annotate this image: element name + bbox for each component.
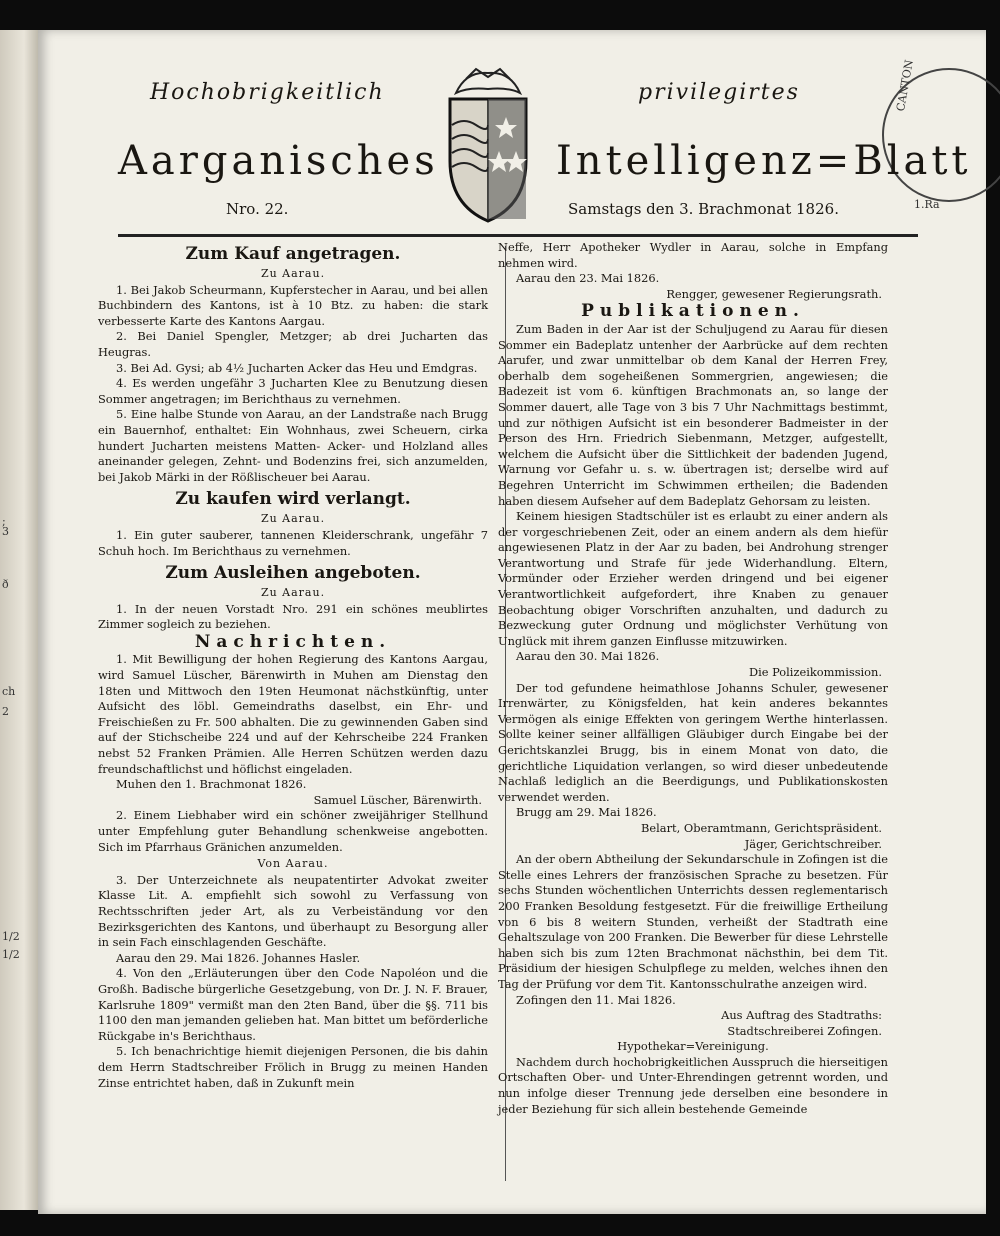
left-column [98, 240, 488, 1091]
notice-paragraph: 2. Einem Liebhaber wird ein schöner zweijähriger Stellhund unter Empfehlung guter Behandlung schenkweise angebotten. Sich im Pfarrhaus Gränichen anzumelden. [98, 808, 488, 854]
notice-paragraph: 1. In der neuen Vorstadt Nro. 291 ein schönes meublirtes Zimmer sogleich zu beziehen. [98, 601, 488, 632]
masthead-left-title: Aarganisches [118, 138, 439, 184]
notice-dateline: Aarau den 29. Mai 1826. Johannes Hasler. [116, 950, 361, 965]
section-heading: Publikationen. [581, 301, 805, 322]
notice-dateline: Aarau den 30. Mai 1826. [516, 649, 660, 664]
subheading: Von Aarau. [257, 857, 329, 871]
margin-fragment: 2 [2, 705, 9, 718]
margin-fragment: ð [2, 578, 9, 591]
notice-paragraph: 5. Ich benachrichtige hiemit diejenigen Personen, die bis dahin dem Herrn Stadtschreiber Frölich in Brugg zu meinen Handen Zinse entrichtet haben, daß in Zukunft mein [98, 1044, 488, 1090]
subheading: Zu Aarau. [260, 267, 326, 280]
notice-dateline: Zofingen den 11. Mai 1826. [516, 992, 676, 1007]
margin-fragment: ; [2, 515, 6, 528]
section-heading: Hypothekar=Vereinigung. [617, 1039, 769, 1054]
margin-fragment: ch [2, 685, 16, 698]
stamp-text: 1.Ra [914, 198, 940, 211]
issue-date: Samstags den 3. Brachmonat 1826. [568, 200, 839, 218]
notice-signature: Samuel Lüscher, Bärenwirth. [313, 792, 482, 807]
notice-paragraph: 1. Mit Bewilligung der hohen Regierung des Kantons Aargau, wird Samuel Lüscher, Bärenwirth in Muhen am Dienstag den 18ten und Mittwoch den 19ten Heumonat nächstkünftig, unter Aufsicht des löbl. Gemeindraths daselbst, ein Ehr- und Freischießen zu Fr. 500 abhalten. Die zu gewinnenden Gaben sind auf der Stichscheibe 224 und auf der Kehrscheibe 224 Franken nebst 52 Franken Prämien. Alle Herren Schützen werden dazu freundschaftlichst und höflichst eingeladen. [98, 652, 488, 776]
masthead-right-small: privilegirtes [638, 80, 800, 105]
notice-paragraph: 4. Es werden ungefähr 3 Jucharten Klee zu Benutzung diesen Sommer angetragen; im Berichthaus zu vernehmen. [98, 376, 488, 406]
notice-signature: Rengger, gewesener Regierungsrath. [666, 286, 882, 301]
section-heading: Zum Kauf angetragen. [185, 244, 401, 264]
margin-fragment: 1/2 [2, 948, 20, 961]
stamp-text: CANTON [894, 58, 916, 113]
notice-paragraph: Nachdem durch hochobrigkeitlichen Ausspruch die hierseitigen Ortschaften Ober- und Unter-Ehrendingen getrennt worden, und nun infolge dieser Trennung jede derselben eine besondere in jeder Beziehung für sich allein bestehende Gemeinde [498, 1054, 888, 1116]
right-column [498, 240, 888, 1117]
notice-paragraph: Der tod gefundene heimathlose Johanns Schuler, gewesener Irrenwärter, zu Königsfelden, hat kein anderes bekanntes Vermögen als einige Effekten von geringem Werthe hinterlassen. Sollte keiner seiner allfälligen Gläubiger durch Eingabe bei der Gerichtskanzlei Brugg, bis in einem Monat von dato, die gerichtliche Liquidation verlangen, so wird dieser unbedeutende Nachlaß lediglich an die Beerdigungs, und Publikationskosten verwendet werden. [498, 680, 888, 804]
notice-paragraph: 3. Der Unterzeichnete als neupatentirter Advokat zweiter Klasse Lit. A. empfiehlt sich sowohl zu Verfassung von Rechtsschriften jeder Art, als zu Verbeiständung vor den Bezirksgerichten des Kantons, und überhaupt zu Besorgung aller in sein Fach einschlagenden Geschäfte. [98, 872, 488, 950]
notice-paragraph: 5. Eine halbe Stunde von Aarau, an der Landstraße nach Brugg ein Bauernhof, enthaltet: Ein Wohnhaus, zwei Scheuern, cirka hundert Jucharten meistens Matten- Acker- und Holzland alles aneinander gelegen, Zehnt- und Bodenzins frei, sich anzumelden, bei Jakob Märki in der Rößlischeuer bei Aarau. [98, 407, 488, 484]
margin-fragment: 1/2 [2, 930, 20, 943]
subheading: Zu Aarau. [260, 512, 326, 526]
subheading: Zu Aarau. [260, 586, 326, 600]
notice-paragraph: Keinem hiesigen Stadtschüler ist es erlaubt zu einer andern als der vorgeschriebenen Zeit, oder an einem andern als dem hiefür angewiesenen Platz in der Aar zu baden, bei Androhung strenger Verantwortung und Strafe für jede Widerhandlung. Eltern, Vormünder oder Erzieher werden dringend und bei eigener Verantwortlichkeit aufgefordert, ihre Knaben zu genauer Beobachtung obiger Vorschriften anzuhalten, und dadurch zu Bezweckung guter Ordnung und möglichster Verhütung von Unglück mit ihrem ganzen Einflusse mitzuwirken. [498, 509, 888, 648]
notice-signature: Stadtschreiberei Zofingen. [727, 1023, 882, 1038]
section-heading: Zum Ausleihen angeboten. [165, 563, 421, 584]
masthead-left-small: Hochobrigkeitlich [150, 80, 385, 105]
margin-fragment: 3 [2, 525, 9, 538]
notice-dateline: Muhen den 1. Brachmonat 1826. [116, 777, 307, 792]
notice-paragraph: An der obern Abtheilung der Sekundarschule in Zofingen ist die Stelle eines Lehrers der französischen Sprache zu besetzen. Für sechs Stunden wöchentlichen Unterrichts dessen reglementarisch 200 Franken Besoldung festgesetzt. Für die freiwillige Ertheilung von 6 bis 8 weitern Stunden, verheißt der Stadtrath eine Gehaltszulage von 200 Franken. Die Bewerber für diese Lehrstelle haben sich bis zum 12ten Brachmonat nächsthin, bei dem Tit. Präsidium der hiesigen Schulpflege zu melden, welches ihnen den Tag der Prüfung vor dem Tit. Kantonsschulrathe anzeigen wird. [498, 852, 888, 991]
notice-signature: Die Polizeikommission. [748, 665, 882, 680]
notice-signature: Belart, Oberamtmann, Gerichtspräsident. [641, 820, 882, 835]
notice-signature: Aus Auftrag des Stadtraths: [721, 1008, 882, 1023]
coat-of-arms-icon [436, 65, 540, 225]
notice-paragraph: 1. Bei Jakob Scheurmann, Kupferstecher in Aarau, und bei allen Buchbindern des Kantons, ist à 10 Btz. zu haben: die stark verbesserte Karte des Kantons Aargau. [98, 282, 488, 328]
notice-paragraph: 3. Bei Ad. Gysi; ab 4½ Jucharten Acker das Heu und Emdgras. [116, 360, 478, 375]
section-heading: Nachrichten. [194, 631, 392, 652]
notice-paragraph: Zum Baden in der Aar ist der Schuljugend zu Aarau für diesen Sommer ein Badeplatz untenher der Aarbrücke auf dem rechten Aarufer, und zwar unmittelbar ob dem Kanal der Herren Frey, oberhalb dem sogeheißenen Sommergrien, angewiesen; die Badezeit ist vom 6. künftigen Brachmonats an, so lange der Sommer dauert, alle Tage von 3 bis 7 Uhr Nachmittags bestimmt, und zur nöthigen Aufsicht ist ein besonderer Badmeister in der Person des Hrn. Friedrich Siebenmann, Metzger, aufgestellt, welchem die Aufsicht über die Sittlichkeit der badenden Jugend, Warnung vor Gefahr u. s. w. übertragen ist; derselbe wird auf Begehren Unterricht im Schwimmen ertheilen; die Badenden haben diesem Aufseher auf dem Badeplatz Gehorsam zu leisten. [498, 321, 888, 508]
notice-paragraph: 2. Bei Daniel Spengler, Metzger; ab drei Jucharten das Heugras. [98, 329, 488, 359]
issue-number: Nro. 22. [226, 200, 289, 218]
notice-paragraph: 4. Von den „Erläuterungen über den Code Napoléon und die Großh. Badische bürgerliche Gesetzgebung, von Dr. J. N. F. Brauer, Karlsruhe 1809" vermißt man den 2ten Band, über die §§. 711 bis 1100 den man jemanden gelieben hat. Man bittet um beförderliche Rückgabe in's Berichthaus. [98, 966, 488, 1043]
notice-paragraph: Neffe, Herr Apotheker Wydler in Aarau, solche in Empfang nehmen wird. [498, 240, 888, 270]
newspaper-page [38, 30, 986, 1214]
notice-signature: Jäger, Gerichtschreiber. [744, 836, 882, 851]
header-rule [118, 234, 918, 237]
notice-dateline: Aarau den 23. Mai 1826. [516, 271, 660, 286]
masthead-right-title: Intelligenz=Blatt [556, 138, 972, 184]
section-heading: Zu kaufen wird verlangt. [175, 489, 411, 510]
previous-page-edge [0, 30, 40, 1210]
notice-paragraph: 1. Ein guter sauberer, tannenen Kleiderschrank, ungefähr 7 Schuh hoch. Im Berichthaus zu vernehmen. [98, 527, 488, 558]
notice-dateline: Brugg am 29. Mai 1826. [516, 805, 657, 820]
